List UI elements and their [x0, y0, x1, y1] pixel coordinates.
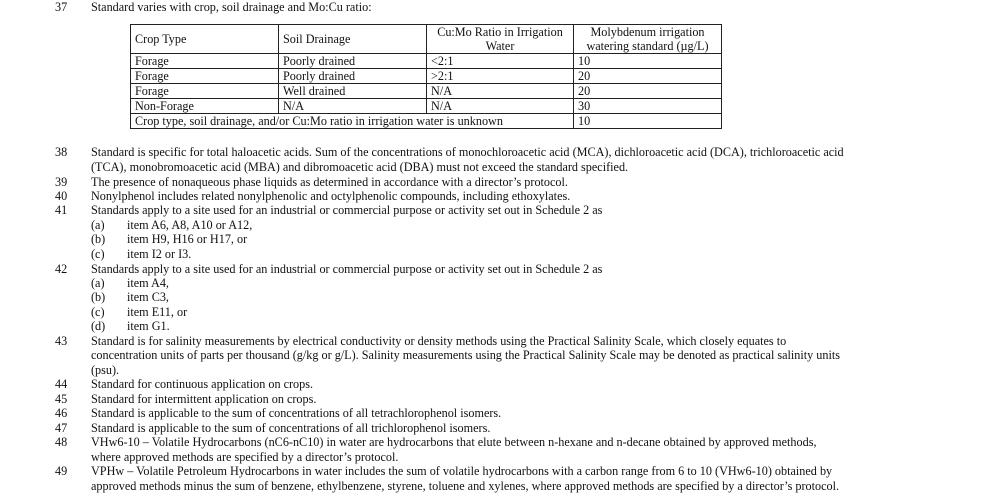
note-number: 43: [55, 334, 68, 348]
note-text-line: Standard is specific for total haloacetic acids. Sum of the concentrations of monochloroacetic acid (MCA), dichloroacetic acid (DCA), trichloroacetic acid: [91, 145, 844, 159]
note-text: Standards apply to a site used for an industrial or commercial purpose or activity set out in Schedule 2 as: [91, 262, 603, 276]
molybdenum-standard-table: [130, 24, 722, 129]
list-item-text: item E11, or: [127, 305, 188, 319]
note-number: 41: [55, 203, 68, 217]
list-item: [0, 276, 1000, 291]
cell-soil-drainage: N/A: [279, 99, 427, 114]
note-text: Standard varies with crop, soil drainage and Mo:Cu ratio:: [91, 0, 372, 14]
note-text: Standards apply to a site used for an industrial or commercial purpose or activity set out in Schedule 2 as: [91, 203, 603, 217]
note-number: 37: [55, 0, 68, 14]
table-header-row: [131, 25, 722, 54]
list-item-label: (c): [91, 305, 105, 319]
list-item-text: item I2 or I3.: [127, 247, 192, 261]
note-text-line: Standard is for salinity measurements by electrical conductivity or density methods using the Practical Salinity Scale, which closely equates to: [91, 334, 787, 348]
table-footer-row: [131, 114, 722, 129]
table-row: [131, 99, 722, 114]
note-text: Nonylphenol includes related nonylphenolic and octylphenolic compounds, including ethoxylates.: [91, 189, 571, 203]
note-text: Standard is applicable to the sum of concentrations of all tetrachlorophenol isomers.: [91, 406, 502, 420]
list-item: [0, 319, 1000, 334]
header-crop-type: Crop Type: [131, 25, 279, 54]
note-text-line: where approved methods are specified by a director’s protocol.: [91, 450, 399, 464]
list-item: [0, 247, 1000, 262]
note-number: 39: [55, 175, 68, 189]
note-text: Standard for continuous application on crops.: [91, 377, 314, 391]
header-cu-mo-ratio: Cu:Mo Ratio in Irrigation Water: [427, 25, 574, 54]
list-item-text: item H9, H16 or H17, or: [127, 232, 248, 246]
cell-unknown-condition: Crop type, soil drainage, and/or Cu:Mo ratio in irrigation water is unknown: [131, 114, 574, 129]
note-text-line: (psu).: [91, 363, 120, 377]
list-item-label: (b): [91, 232, 106, 246]
cell-standard: 10: [574, 54, 722, 69]
note-number: 38: [55, 145, 68, 159]
header-soil-drainage: Soil Drainage: [279, 25, 427, 54]
list-item-label: (d): [91, 319, 106, 333]
list-item-label: (b): [91, 290, 106, 304]
list-item: [0, 218, 1000, 233]
list-item: [0, 232, 1000, 247]
cell-ratio: N/A: [427, 99, 574, 114]
list-item-text: item A6, A8, A10 or A12,: [127, 218, 253, 232]
table-row: [131, 84, 722, 99]
note-number: 49: [55, 464, 68, 478]
cell-crop-type: Forage: [131, 84, 279, 99]
note-text-line: VHw6-10 – Volatile Hydrocarbons (nC6-nC10) in water are hydrocarbons that elute between n-hexane and n-decane obtained by approved methods,: [91, 435, 817, 449]
cell-crop-type: Non-Forage: [131, 99, 279, 114]
table-row: [131, 54, 722, 69]
cell-standard: 10: [574, 114, 722, 129]
note-number: 47: [55, 421, 68, 435]
cell-soil-drainage: Poorly drained: [279, 54, 427, 69]
note-text-line: VPHw – Volatile Petroleum Hydrocarbons in water includes the sum of volatile hydrocarbons with a carbon range from 6 to 10 (VHw6-10) obtained by: [91, 464, 833, 478]
note-number: 42: [55, 262, 68, 276]
cell-ratio: N/A: [427, 84, 574, 99]
note-number: 46: [55, 406, 68, 420]
table-row: [131, 69, 722, 84]
note-number: 48: [55, 435, 68, 449]
cell-crop-type: Forage: [131, 69, 279, 84]
cell-soil-drainage: Poorly drained: [279, 69, 427, 84]
note-text: Standard is applicable to the sum of concentrations of all trichlorophenol isomers.: [91, 421, 491, 435]
list-item-label: (a): [91, 276, 105, 290]
note-number: 45: [55, 392, 68, 406]
header-molybdenum-standard: Molybdenum irrigation watering standard (µg/L): [574, 25, 722, 54]
list-item-label: (c): [91, 247, 105, 261]
note-text: Standard for intermittent application on crops.: [91, 392, 317, 406]
list-item-label: (a): [91, 218, 105, 232]
note-number: 44: [55, 377, 68, 391]
note-text-line: approved methods minus the sum of benzene, ethylbenzene, styrene, toluene and xylenes, where approved methods are specified by a director’s protocol.: [91, 479, 840, 493]
cell-standard: 20: [574, 84, 722, 99]
note-text-line: (TCA), monobromoacetic acid (MBA) and dibromoacetic acid (DBA) must not exceed the standard specified.: [91, 160, 629, 174]
list-item: [0, 290, 1000, 305]
note-text-line: concentration units of parts per thousand (g/kg or g/L). Salinity measurements using the Practical Salinity Scale may be denoted as practical salinity units: [91, 348, 841, 362]
list-item: [0, 305, 1000, 320]
list-item-text: item A4,: [127, 276, 169, 290]
note-text: The presence of nonaqueous phase liquids as determined in accordance with a director’s protocol.: [91, 175, 568, 189]
cell-soil-drainage: Well drained: [279, 84, 427, 99]
cell-standard: 30: [574, 99, 722, 114]
cell-ratio: <2:1: [427, 54, 574, 69]
list-item-text: item G1.: [127, 319, 170, 333]
cell-standard: 20: [574, 69, 722, 84]
cell-ratio: >2:1: [427, 69, 574, 84]
list-item-text: item C3,: [127, 290, 169, 304]
cell-crop-type: Forage: [131, 54, 279, 69]
note-number: 40: [55, 189, 68, 203]
